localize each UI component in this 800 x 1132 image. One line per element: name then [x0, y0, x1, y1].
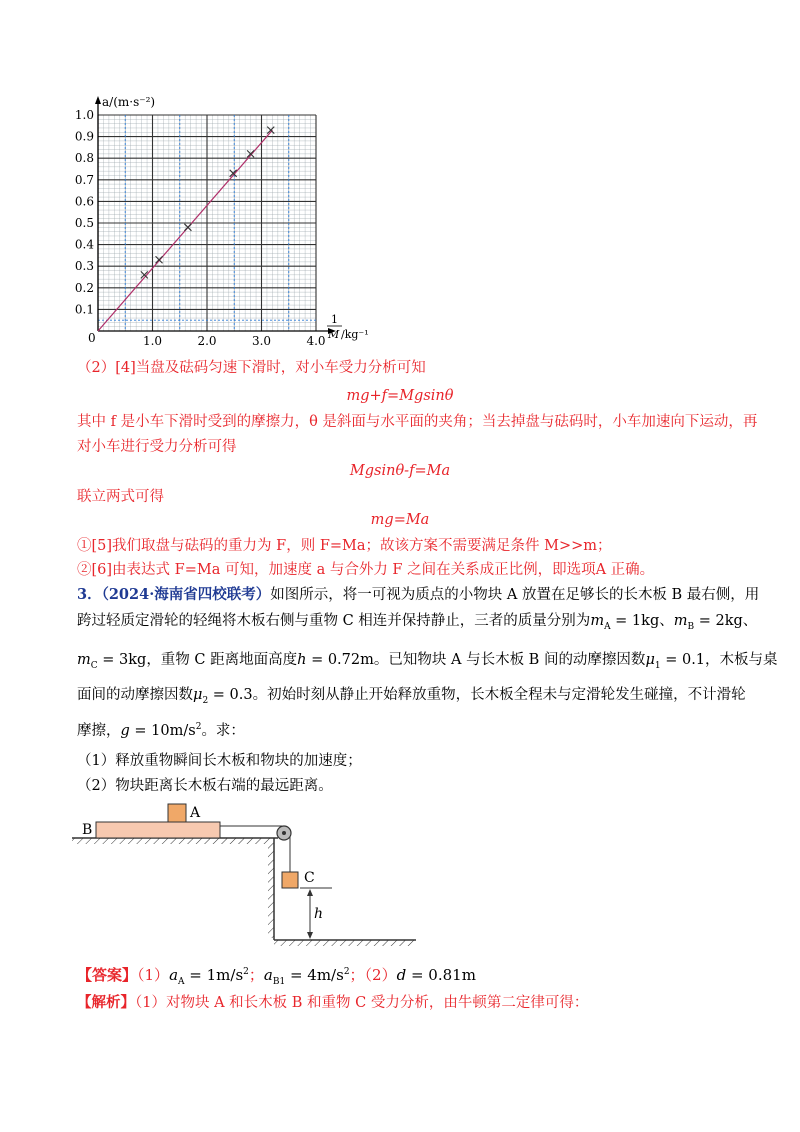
mu2-sub: 2 [202, 695, 209, 706]
y-axis-label: a/(m·s⁻²) [102, 95, 156, 109]
g-value: = 10m/s [129, 722, 196, 739]
question-3-line4 [77, 685, 746, 711]
question-line3-tail: ，木板与桌 [705, 652, 778, 668]
solution-paragraph-line2: 对小车进行受力分析可得 [77, 439, 237, 455]
x-tick-label: 4.0 [306, 334, 326, 348]
solution-item-5: ①[5]我们取盘与砝码的重力为 F，则 F=Ma；故该方案不需要满足条件 M>>m； [77, 538, 612, 554]
x-axis-label-numerator: 1 [331, 313, 338, 326]
question-line4-b: 。初始时刻从静止开始释放重物，长木板全程未与定滑轮发生碰撞，不计滑轮 [252, 687, 746, 703]
equation-1: mg+f=Mgsinθ [346, 388, 454, 404]
question-3-line2 [77, 611, 757, 637]
question-source: （2024·海南省四校联考） [101, 586, 271, 603]
d-symbol: d [396, 966, 407, 984]
y-tick-label: 0.9 [74, 129, 94, 144]
question-3-line3 [77, 650, 778, 676]
mass-b-sub: B [687, 621, 695, 632]
a-a-value: = 1m/s [184, 966, 244, 984]
answer-label: 【答案】 [77, 966, 138, 984]
question-number: 3． [77, 586, 102, 603]
mass-a-sub: A [604, 621, 611, 632]
label-c: C [304, 870, 315, 886]
y-tick-label: 0.3 [74, 259, 94, 274]
x-tick-label: 3.0 [251, 334, 272, 348]
height-value: = 0.72m [306, 652, 374, 668]
g-sup: 2 [195, 722, 202, 732]
a-b-value: = 4m/s [285, 966, 344, 984]
separator-1: 、 [659, 613, 674, 629]
acceleration-vs-inverse-mass-chart [60, 88, 369, 358]
d-value: = 0.81m [406, 966, 476, 984]
answer-separator: ； [248, 966, 264, 984]
mu1-sub: 1 [654, 660, 661, 671]
board-b [96, 822, 220, 838]
question-3-line1 [77, 585, 759, 605]
label-a: A [190, 805, 201, 821]
pulley-axle [282, 831, 286, 835]
answer-line [77, 962, 476, 992]
solution-item-6: ②[6]由表达式 F=Ma 可知，加速度 a 与合外力 F 之间在关系成正比例，即选项A 正确。 [77, 562, 655, 578]
y-tick-label: 0.4 [74, 237, 94, 252]
y-tick-label: 0.7 [74, 172, 94, 187]
y-axis-arrow [95, 96, 101, 104]
x-tick-label: 1.0 [142, 334, 163, 348]
equation-3: mg=Ma [370, 512, 430, 528]
y-tick-labels [75, 108, 94, 316]
mu1-value: = 0.1 [660, 652, 706, 668]
label-b: B [82, 822, 93, 838]
combine-line: 联立两式可得 [77, 489, 164, 505]
origin-label: 0 [88, 331, 96, 345]
question-line1-text: 如图所示，将一可视为质点的小物块 A 放置在足够长的长木板 B 最右侧，用 [270, 587, 760, 603]
height-arrow-head-top [307, 889, 313, 896]
x-tick-label: 2.0 [197, 334, 217, 348]
a-a-symbol: a [169, 966, 179, 984]
mass-c-symbol: m [77, 652, 91, 668]
block-a [168, 804, 186, 822]
mu2-value: = 0.3 [208, 687, 253, 703]
answer-part2-prefix: ；（2） [349, 966, 397, 984]
question-line2-text: 跨过轻质定滑轮的轻绳将木板右侧与重物 C 相连并保持静止，三者的质量分别为 [77, 613, 591, 629]
data-point [156, 256, 163, 263]
y-tick-label: 0.2 [74, 280, 94, 295]
pulley-board-diagram [70, 800, 430, 950]
y-tick-label: 0.5 [74, 216, 94, 230]
x-tick-labels [143, 334, 326, 348]
y-tick-label: 0.8 [74, 151, 94, 166]
a-b-sub: B1 [272, 977, 286, 987]
question-line5-a: 摩擦， [77, 722, 121, 739]
sub-question-1: （1）释放重物瞬间长木板和物块的加速度； [77, 753, 362, 769]
mu2-symbol: μ [193, 687, 203, 703]
question-3-line5 [77, 717, 245, 741]
x-axis-label-unit: /kg⁻¹ [341, 328, 369, 341]
mass-a-symbol: m [590, 613, 605, 629]
solution-part2-line: （2）[4]当盘及砝码匀速下滑时，对小车受力分析可知 [77, 360, 426, 376]
question-line3-mid: ，重物 C 距离地面高度 [146, 652, 298, 668]
a-a-sub: A [178, 977, 185, 987]
table-hatching [72, 838, 268, 844]
a-b-symbol: a [263, 966, 273, 984]
wall-hatching [268, 838, 274, 938]
separator-2: 、 [742, 613, 758, 629]
mass-c-sub: C [90, 660, 98, 671]
solution-text: （1）对物块 A 和长木板 B 和重物 C 受力分析，由牛顿第二定律可得： [135, 995, 589, 1011]
a-b-sup: 2 [343, 967, 350, 977]
mu1-symbol: μ [645, 652, 655, 668]
mass-c-value: = 3kg [97, 652, 147, 668]
g-symbol: g [120, 722, 130, 739]
mass-b-symbol: m [673, 613, 688, 629]
y-tick-label: 0.6 [74, 194, 94, 209]
axes [95, 96, 336, 334]
x-axis-label-denominator: M [328, 328, 340, 341]
floor-hatching [274, 940, 416, 946]
question-line5-b: 。求： [201, 722, 245, 739]
question-line3-end: 。已知物块 A 与长木板 B 间的动摩擦因数 [373, 652, 646, 668]
a-a-sup: 2 [243, 967, 249, 977]
answer-part1-prefix: （1） [137, 966, 170, 984]
y-tick-label: 1.0 [74, 108, 94, 122]
y-tick-label: 0.1 [74, 302, 94, 317]
solution-label: 【解析】 [77, 994, 135, 1011]
solution-line [77, 993, 588, 1013]
mass-b-value: = 2kg [694, 613, 743, 629]
sub-question-2: （2）物块距离长木板右端的最远距离。 [77, 778, 333, 794]
height-symbol: h [297, 652, 307, 668]
height-arrow-head-bottom [307, 932, 313, 939]
solution-paragraph-line1: 其中 f 是小车下滑时受到的摩擦力，θ 是斜面与水平面的夹角；当去掉盘与砝码时，小车加速向下运动，再 [77, 414, 758, 430]
label-h: h [314, 906, 324, 922]
mass-a-value: = 1kg [610, 613, 660, 629]
block-c [282, 872, 298, 888]
question-line4-a: 面间的动摩擦因数 [77, 687, 193, 703]
equation-2: Mgsinθ-f=Ma [349, 463, 451, 479]
